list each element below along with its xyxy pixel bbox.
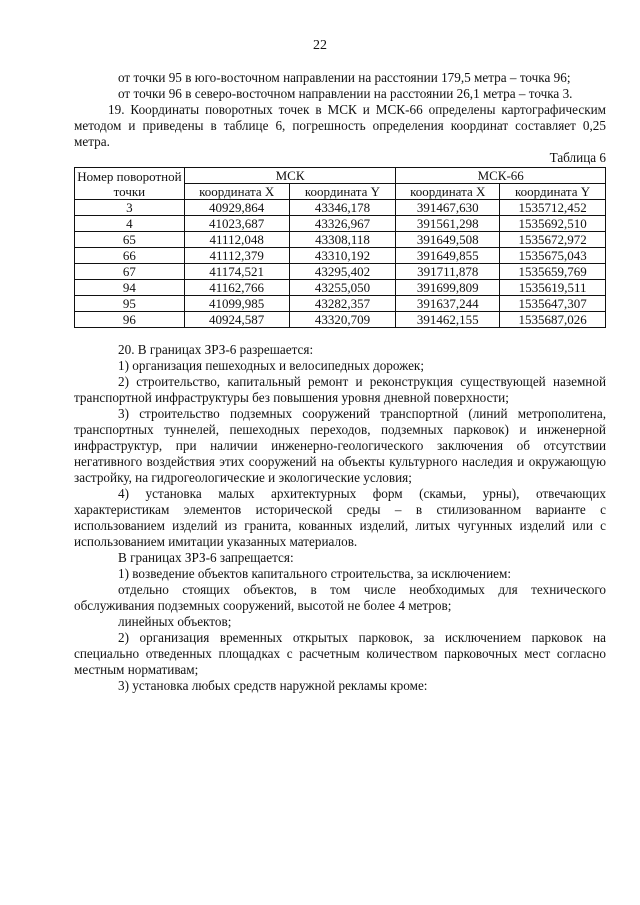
page-number: 22 [313, 38, 327, 53]
msk66-x: 391561,298 [396, 216, 500, 232]
msk-y: 43308,118 [289, 232, 396, 248]
point-number: 95 [75, 296, 185, 312]
msk-x: 40929,864 [184, 200, 289, 216]
msk66-y: 1535712,452 [500, 200, 606, 216]
msk66-y: 1535687,026 [500, 312, 606, 328]
header-msk66-x: координата X [396, 184, 500, 200]
msk66-y: 1535647,307 [500, 296, 606, 312]
msk-y: 43255,050 [289, 280, 396, 296]
msk66-x: 391637,244 [396, 296, 500, 312]
paragraph: 1) организация пешеходных и велосипедных дорожек; [118, 358, 425, 373]
paragraph: линейных объектов; [118, 614, 232, 629]
header-msk66: МСК-66 [396, 168, 606, 184]
msk-x: 41023,687 [184, 216, 289, 232]
point-number: 96 [75, 312, 185, 328]
point-number: 67 [75, 264, 185, 280]
msk66-y: 1535619,511 [500, 280, 606, 296]
point-number: 65 [75, 232, 185, 248]
table-row [75, 216, 606, 232]
paragraph: отдельно стоящих объектов, в том числе необходимых для технического обслуживания подземных сооружений, высотой не более 4 метров; [74, 582, 606, 613]
msk-x: 41162,766 [184, 280, 289, 296]
paragraph: 19. Координаты поворотных точек в МСК и МСК-66 определены картографическим методом и приведены в таблице 6, погрешность определения координат составляет 0,25 метра. [74, 102, 606, 149]
header-msk-y: координата Y [289, 184, 396, 200]
msk-y: 43310,192 [289, 248, 396, 264]
table-row [75, 232, 606, 248]
table-row [75, 264, 606, 280]
msk-x: 41174,521 [184, 264, 289, 280]
msk-y: 43346,178 [289, 200, 396, 216]
msk-y: 43295,402 [289, 264, 396, 280]
msk66-y: 1535692,510 [500, 216, 606, 232]
paragraph: 3) установка любых средств наружной рекламы кроме: [118, 678, 428, 693]
msk66-x: 391649,508 [396, 232, 500, 248]
msk-x: 40924,587 [184, 312, 289, 328]
paragraph: 20. В границах ЗРЗ-6 разрешается: [118, 342, 314, 357]
paragraph: 2) строительство, капитальный ремонт и реконструкция существующей наземной транспортной инфраструктуры без повышения уровня дневной поверхности; [74, 374, 606, 405]
paragraph: 3) строительство подземных сооружений транспортной (линий метрополитена, транспортных туннелей, пешеходных переходов, подземных парковок) и инженерной инфраструктур, при наличии инженерно-геологического заключения об отсутствии негативного воздействия этих сооружений на объекты культурного наследия и окружающую застройку, на гидрогеологические и экологические условия; [74, 406, 606, 485]
msk-x: 41099,985 [184, 296, 289, 312]
msk66-y: 1535672,972 [500, 232, 606, 248]
msk-x: 41112,048 [184, 232, 289, 248]
paragraph: В границах ЗРЗ-6 запрещается: [118, 550, 294, 565]
table-row [75, 200, 606, 216]
paragraph: от точки 95 в юго-восточном направлении на расстоянии 179,5 метра – точка 96; [118, 70, 571, 85]
coordinates-table [74, 167, 606, 328]
point-number: 4 [75, 216, 185, 232]
table-row [75, 280, 606, 296]
table-row [75, 312, 606, 328]
header-msk66-y: координата Y [500, 184, 606, 200]
msk-x: 41112,379 [184, 248, 289, 264]
msk66-y: 1535659,769 [500, 264, 606, 280]
point-number: 66 [75, 248, 185, 264]
paragraph: от точки 96 в северо-восточном направлении на расстоянии 26,1 метра – точка 3. [118, 86, 573, 101]
header-point-number: Номер поворотной точки [75, 168, 185, 200]
paragraph: 1) возведение объектов капитального строительства, за исключением: [118, 566, 511, 581]
msk66-x: 391467,630 [396, 200, 500, 216]
msk66-x: 391711,878 [396, 264, 500, 280]
point-number: 3 [75, 200, 185, 216]
table-caption: Таблица 6 [549, 150, 606, 165]
msk66-x: 391649,855 [396, 248, 500, 264]
table-row [75, 248, 606, 264]
text-top [74, 70, 606, 694]
point-number: 94 [75, 280, 185, 296]
msk-y: 43282,357 [289, 296, 396, 312]
header-msk-x: координата X [184, 184, 289, 200]
header-msk: МСК [184, 168, 396, 184]
msk66-y: 1535675,043 [500, 248, 606, 264]
msk-y: 43320,709 [289, 312, 396, 328]
msk66-x: 391462,155 [396, 312, 500, 328]
table-row [75, 296, 606, 312]
paragraph: 2) организация временных открытых парковок, за исключением парковок на специально отведенных площадках с расчетным количеством парковочных мест согласно местным нормативам; [74, 630, 606, 677]
msk-y: 43326,967 [289, 216, 396, 232]
paragraph: 4) установка малых архитектурных форм (скамьи, урны), отвечающих характеристикам элементов исторической среды – в стилизованном варианте с использованием изделий из гранита, кованных изделий, литых чугунных изделий или с использованием имитации указанных материалов. [74, 486, 606, 549]
msk66-x: 391699,809 [396, 280, 500, 296]
